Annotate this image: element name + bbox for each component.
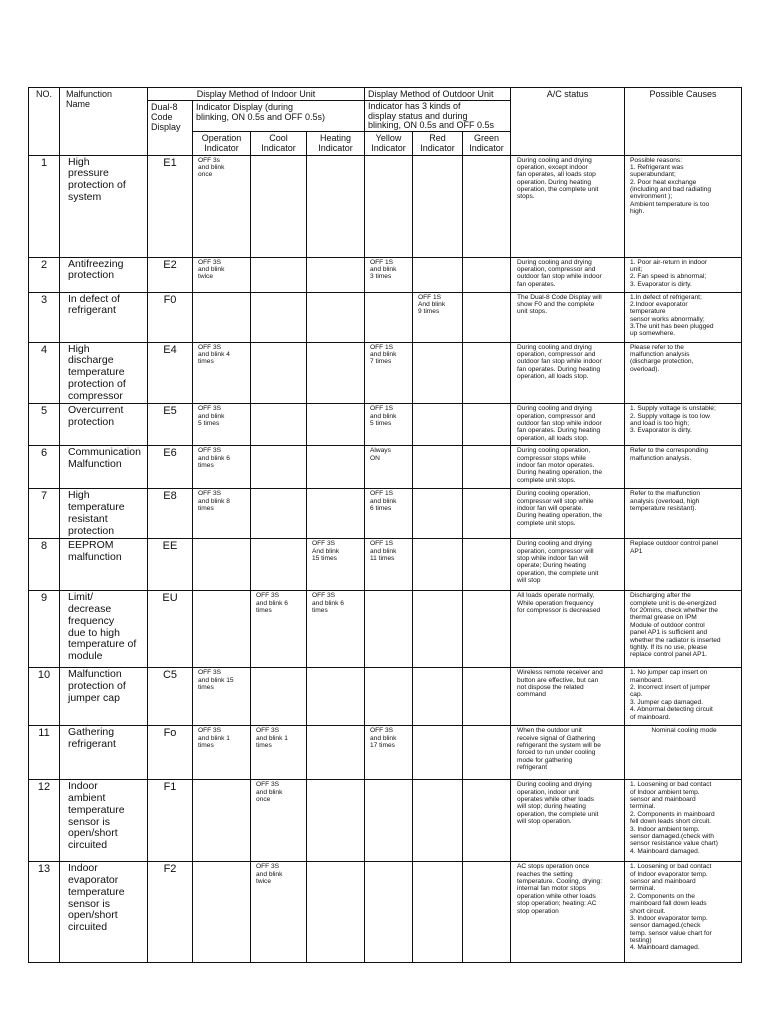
cell-name: Indoor evaporator temperature sensor is open/short circuited [60, 862, 148, 963]
cell-red [413, 155, 463, 257]
cell-operation: OFF 3s and blink once [193, 155, 251, 257]
table-row [29, 257, 742, 292]
table-row [29, 404, 742, 446]
cell-cool [251, 404, 307, 446]
cell-heating [307, 446, 365, 489]
header-malfunction-name: Malfunction Name [60, 88, 148, 156]
cell-code: F2 [148, 862, 193, 963]
header-dual8-code: Dual-8 Code Display [148, 101, 193, 155]
header-operation-indicator: Operation Indicator [193, 132, 251, 155]
cell-operation: OFF 3S and blink 1 times [193, 726, 251, 780]
cell-causes: Discharging after the complete unit is de-energized for 20mins, check whether the thermal grease on IPM Module of outdoor control panel AP1 is sufficient and whether the radiator is inserted tightly. If its no use, please replace control panel AP1. [625, 591, 742, 668]
cell-status: During cooling operation, compressor stops while indoor fan motor operates. During heating operation, the complete unit stops. [511, 446, 625, 489]
cell-status: When the outdoor unit receive signal of Gathering refrigerant the system will be forced to run under cooling mode for gathering refrigerant [511, 726, 625, 780]
cell-cool [251, 342, 307, 404]
cell-status: During cooling and drying operation, compressor and outdoor fan stop while indoor fan operates. During heating operation, all loads stop. [511, 404, 625, 446]
cell-cool [251, 668, 307, 726]
cell-cool [251, 155, 307, 257]
cell-code: E1 [148, 155, 193, 257]
cell-red [413, 862, 463, 963]
cell-yellow: OFF 1S and blink 6 times [365, 489, 413, 539]
cell-heating: OFF 3S And blink 15 times [307, 539, 365, 591]
cell-cool [251, 489, 307, 539]
cell-operation [193, 591, 251, 668]
cell-heating: OFF 3S and blink 6 times [307, 591, 365, 668]
cell-status: During cooling operation, compressor will stop while indoor fan will operate. During heating operation, the complete unit stops. [511, 489, 625, 539]
cell-yellow [365, 780, 413, 862]
cell-causes: Replace outdoor control panel AP1 [625, 539, 742, 591]
cell-code: E8 [148, 489, 193, 539]
cell-red [413, 780, 463, 862]
header-green-indicator: Green Indicator [463, 132, 511, 155]
cell-causes: Please refer to the malfunction analysis (discharge protection, overload). [625, 342, 742, 404]
table-row [29, 780, 742, 862]
cell-yellow [365, 668, 413, 726]
cell-no: 5 [29, 404, 60, 446]
cell-name: High discharge temperature protection of compressor [60, 342, 148, 404]
cell-yellow: OFF 1S and blink 3 times [365, 257, 413, 292]
cell-yellow: Always ON [365, 446, 413, 489]
cell-code: E2 [148, 257, 193, 292]
cell-name: Gathering refrigerant [60, 726, 148, 780]
cell-code: E4 [148, 342, 193, 404]
cell-code: C5 [148, 668, 193, 726]
cell-name: Overcurrent protection [60, 404, 148, 446]
cell-green [463, 404, 511, 446]
table-row [29, 862, 742, 963]
cell-operation: OFF 3S and blink twice [193, 257, 251, 292]
cell-status: During cooling and drying operation, indoor unit operates while other loads will stop; during heating operation, the complete unit will stop operation. [511, 780, 625, 862]
header-red-indicator: Red Indicator [413, 132, 463, 155]
cell-red [413, 342, 463, 404]
cell-yellow [365, 591, 413, 668]
cell-heating [307, 342, 365, 404]
cell-code: Fo [148, 726, 193, 780]
cell-no: 10 [29, 668, 60, 726]
cell-green [463, 342, 511, 404]
cell-causes: Possible reasons: 1. Refrigerant was superabundant; 2. Poor heat exchange (including and bad radiating environment ); Ambient temperature is too high. [625, 155, 742, 257]
cell-heating [307, 489, 365, 539]
cell-operation [193, 780, 251, 862]
cell-no: 6 [29, 446, 60, 489]
cell-status: During cooling and drying operation, compressor and outdoor fan stop while indoor fan operates. [511, 257, 625, 292]
cell-heating [307, 292, 365, 342]
cell-causes: 1. No jumper cap insert on mainboard. 2. Incorrect insert of jumper cap. 3. Jumper cap damaged. 4. Abnormal detecting circuit of mainboard. [625, 668, 742, 726]
cell-heating [307, 780, 365, 862]
cell-no: 11 [29, 726, 60, 780]
cell-red [413, 591, 463, 668]
cell-yellow [365, 862, 413, 963]
header-heating-indicator: Heating Indicator [307, 132, 365, 155]
table-row [29, 292, 742, 342]
cell-causes: Refer to the corresponding malfunction analysis. [625, 446, 742, 489]
cell-yellow: OFF 1S and blink 11 times [365, 539, 413, 591]
cell-operation [193, 862, 251, 963]
cell-heating [307, 155, 365, 257]
cell-green [463, 780, 511, 862]
cell-heating [307, 257, 365, 292]
header-indicator-display: Indicator Display (during blinking, ON 0.5s and OFF 0.5s) [193, 101, 365, 132]
cell-code: EE [148, 539, 193, 591]
cell-cool: OFF 3S and blink 6 times [251, 591, 307, 668]
cell-cool [251, 539, 307, 591]
cell-green [463, 155, 511, 257]
cell-operation: OFF 3S and blink 4 times [193, 342, 251, 404]
cell-status: AC stops operation once reaches the setting temperature. Cooling, drying: internal fan motor stops operation while other loads stop operation; heating: AC stop operation [511, 862, 625, 963]
cell-heating [307, 726, 365, 780]
cell-green [463, 489, 511, 539]
cell-yellow [365, 155, 413, 257]
table-row [29, 489, 742, 539]
cell-no: 7 [29, 489, 60, 539]
table-row [29, 726, 742, 780]
cell-red [413, 726, 463, 780]
cell-name: Communication Malfunction [60, 446, 148, 489]
cell-operation: OFF 3S and blink 6 times [193, 446, 251, 489]
cell-yellow: OFF 1S and blink 5 times [365, 404, 413, 446]
cell-heating [307, 668, 365, 726]
header-indoor-display: Display Method of Indoor Unit [148, 88, 365, 101]
cell-code: F1 [148, 780, 193, 862]
cell-green [463, 862, 511, 963]
cell-code: E6 [148, 446, 193, 489]
cell-operation [193, 539, 251, 591]
cell-status: The Dual-8 Code Display will show F0 and the complete unit stops. [511, 292, 625, 342]
cell-cool [251, 446, 307, 489]
table-row [29, 155, 742, 257]
cell-red [413, 489, 463, 539]
header-possible-causes: Possible Causes [625, 88, 742, 156]
cell-cool [251, 292, 307, 342]
cell-code: E5 [148, 404, 193, 446]
cell-cool: OFF 3S and blink twice [251, 862, 307, 963]
cell-yellow [365, 292, 413, 342]
header-ac-status: A/C status [511, 88, 625, 156]
cell-name: EEPROM malfunction [60, 539, 148, 591]
cell-status: During cooling and drying operation, compressor will stop while indoor fan will operate; During heating operation, the complete unit will stop [511, 539, 625, 591]
cell-yellow: OFF 1S and blink 7 times [365, 342, 413, 404]
cell-green [463, 257, 511, 292]
cell-code: EU [148, 591, 193, 668]
cell-name: High temperature resistant protection [60, 489, 148, 539]
cell-cool: OFF 3S and blink 1 times [251, 726, 307, 780]
cell-name: Limit/ decrease frequency due to high temperature of module [60, 591, 148, 668]
header-yellow-indicator: Yellow Indicator [365, 132, 413, 155]
cell-red [413, 404, 463, 446]
cell-red [413, 539, 463, 591]
cell-heating [307, 404, 365, 446]
header-no: NO. [29, 88, 60, 156]
cell-causes: 1. Loosening or bad contact of Indoor ambient temp. sensor and mainboard terminal. 2. Components in mainboard fell down leads short circuit. 3. Indoor ambient temp. sensor damaged.(check with sensor resistance value chart) 4. Mainboard damaged. [625, 780, 742, 862]
cell-name: High pressure protection of system [60, 155, 148, 257]
header-cool-indicator: Cool Indicator [251, 132, 307, 155]
cell-code: F0 [148, 292, 193, 342]
cell-no: 1 [29, 155, 60, 257]
cell-no: 4 [29, 342, 60, 404]
cell-operation: OFF 3S and blink 8 times [193, 489, 251, 539]
cell-green [463, 726, 511, 780]
cell-red [413, 446, 463, 489]
cell-status: During cooling and drying operation, except indoor fan operates, all loads stop operation. During heating operation, the complete unit stops. [511, 155, 625, 257]
cell-no: 3 [29, 292, 60, 342]
header-outdoor-description: Indicator has 3 kinds of display status and during blinking, ON 0.5s and OFF 0.5s [365, 101, 511, 132]
cell-green [463, 539, 511, 591]
cell-green [463, 292, 511, 342]
cell-name: Indoor ambient temperature sensor is open/short circuited [60, 780, 148, 862]
table-row [29, 668, 742, 726]
table-row [29, 591, 742, 668]
cell-red [413, 257, 463, 292]
cell-operation: OFF 3S and blink 5 times [193, 404, 251, 446]
table-row [29, 539, 742, 591]
cell-green [463, 591, 511, 668]
table-row [29, 446, 742, 489]
cell-red: OFF 1S And blink 9 times [413, 292, 463, 342]
cell-operation [193, 292, 251, 342]
cell-no: 13 [29, 862, 60, 963]
cell-cool: OFF 3S and blink once [251, 780, 307, 862]
cell-name: In defect of refrigerant [60, 292, 148, 342]
cell-causes: 1.In defect of refrigerant; 2.Indoor evaporator temperature sensor works abnormally; 3.The unit has been plugged up somewhere. [625, 292, 742, 342]
cell-no: 2 [29, 257, 60, 292]
cell-no: 9 [29, 591, 60, 668]
cell-operation: OFF 3S and blink 15 times [193, 668, 251, 726]
cell-name: Antifreezing protection [60, 257, 148, 292]
cell-status: Wireless remote receiver and button are effective, but can not dispose the related command [511, 668, 625, 726]
cell-causes: 1. Loosening or bad contact of Indoor evaporator temp. sensor and mainboard terminal. 2. Components on the mainboard fall down leads short circuit. 3. Indoor evaporator temp. sensor damaged.(check temp. sensor value chart for testing) 4. Mainboard damaged. [625, 862, 742, 963]
cell-status: During cooling and drying operation, compressor and outdoor fan stop while indoor fan operates. During heating operation, all loads stop. [511, 342, 625, 404]
cell-red [413, 668, 463, 726]
cell-yellow: OFF 3S and blink 17 times [365, 726, 413, 780]
cell-causes: Nominal cooling mode [625, 726, 742, 780]
table-row [29, 342, 742, 404]
cell-heating [307, 862, 365, 963]
cell-green [463, 446, 511, 489]
cell-no: 8 [29, 539, 60, 591]
cell-causes: 1. Supply voltage is unstable; 2. Supply voltage is too low and load is too high; 3. Evaporator is dirty. [625, 404, 742, 446]
cell-no: 12 [29, 780, 60, 862]
cell-status: All loads operate normally, While operation frequency for compressor is decreased [511, 591, 625, 668]
cell-causes: 1. Poor air-return in indoor unit; 2. Fan speed is abnormal; 3. Evaporator is dirty. [625, 257, 742, 292]
cell-name: Malfunction protection of jumper cap [60, 668, 148, 726]
cell-green [463, 668, 511, 726]
header-outdoor-display: Display Method of Outdoor Unit [365, 88, 511, 101]
cell-causes: Refer to the malfunction analysis (overload, high temperature resistant). [625, 489, 742, 539]
cell-cool [251, 257, 307, 292]
malfunction-table [28, 87, 742, 963]
